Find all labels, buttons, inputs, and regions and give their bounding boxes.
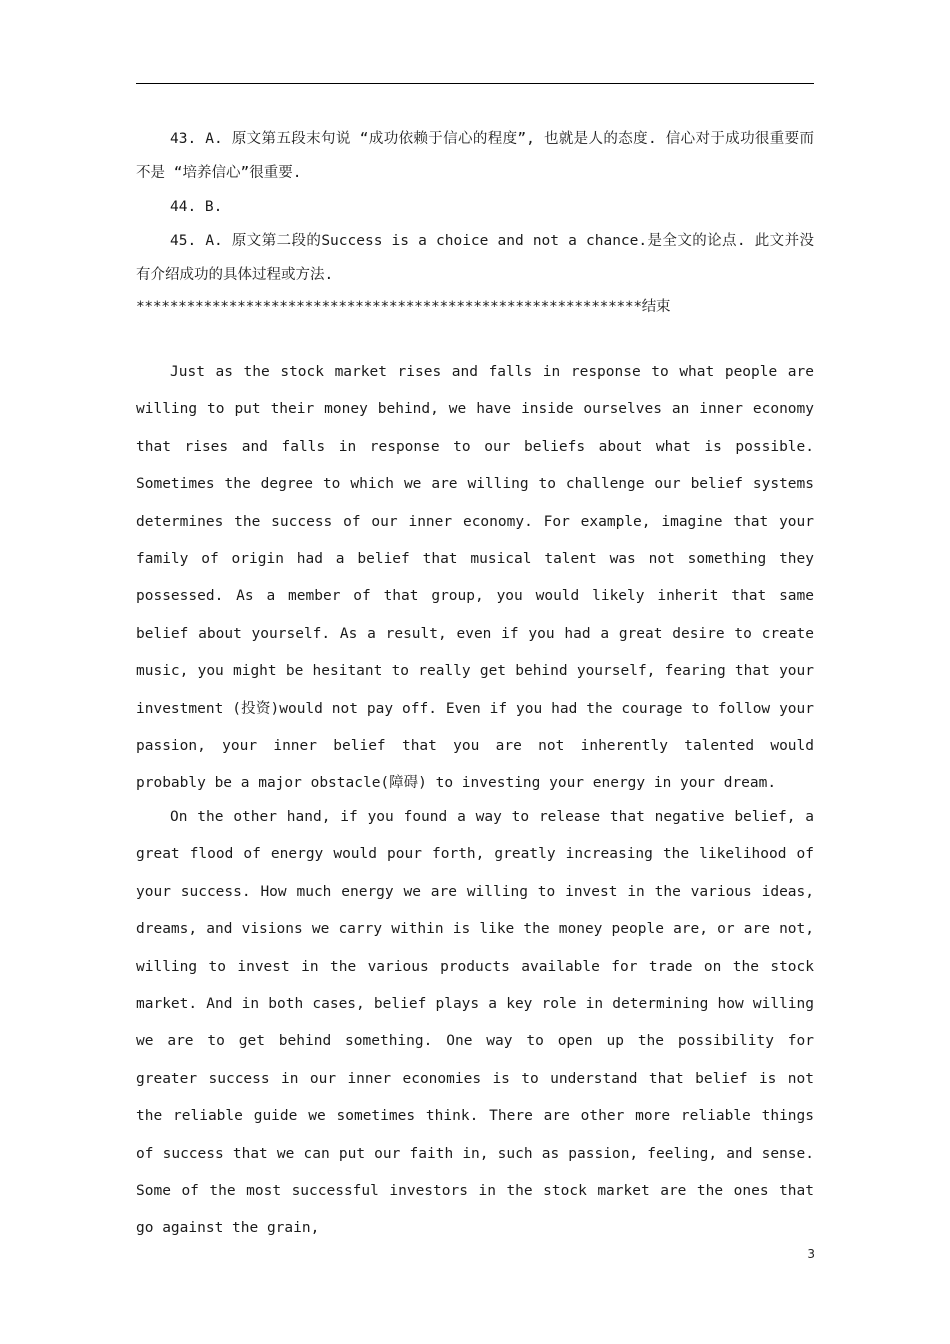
- passage-paragraph-1: Just as the stock market rises and falls in response to what people are willing to put their money behind, we have inside ourselves an inner economy that rises and falls in response to our beliefs about what is possible. Sometimes the degree to which we are willing to challenge our belief systems determines the success of our inner economy. For example, imagine that your family of origin had a belief that musical talent was not something they possessed. As a member of that group, you would likely inherit that same belief about yourself. As a result, even if you had a great desire to create music, you might be hesitant to really get behind yourself, fearing that your investment (投资)would not pay off. Even if you had the courage to follow your passion, your inner belief that you are not inherently talented would probably be a major obstacle(障碍) to investing your energy in your dream.: [136, 364, 814, 792]
- page-content: [136, 120, 814, 1248]
- page-number: 3: [807, 1247, 815, 1261]
- section-separator: ************************************************************结束: [136, 299, 671, 315]
- answer-43: 43. A. 原文第五段末句说 “成功依赖于信心的程度”, 也就是人的态度. 信心对于成功很重要而不是 “培养信心”很重要.: [136, 131, 814, 181]
- answer-45: 45. A. 原文第二段的Success is a choice and not a chance.是全文的论点. 此文并没有介绍成功的具体过程或方法.: [136, 233, 814, 283]
- answer-44: 44. B.: [170, 199, 223, 215]
- header-rule: [136, 83, 814, 84]
- passage-paragraph-2: On the other hand, if you found a way to release that negative belief, a great flood of energy would pour forth, greatly increasing the likelihood of your success. How much energy we are willing to invest in the various ideas, dreams, and visions we carry within is like the money people are, or are not, willing to invest in the various products available for trade on the stock market. And in both cases, belief plays a key role in determining how willing we are to get behind something. One way to open up the possibility for greater success in our inner economies is to understand that belief is not the reliable guide we sometimes think. There are other more reliable things of success that we can put our faith in, such as passion, feeling, and sense. Some of the most successful investors in the stock market are the ones that go against the grain,: [136, 808, 814, 1237]
